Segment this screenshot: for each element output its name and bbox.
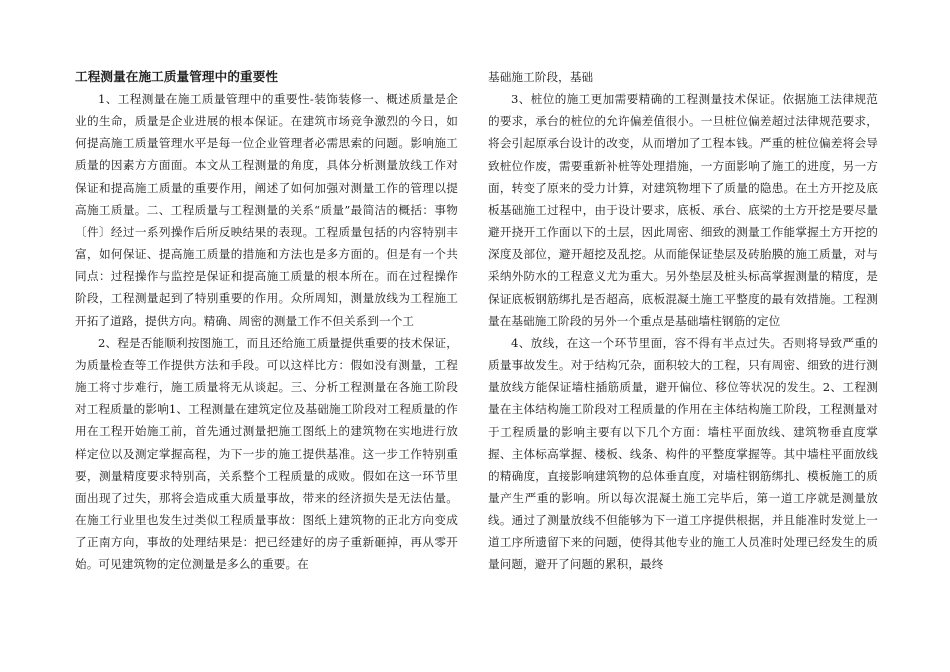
paragraph-3: 3、桩位的施工更加需要精确的工程测量技术保证。依据施工法律规范的要求，承台的桩位的允许偏差值很小。一旦桩位偏差超过法律规范要求，将会引起原承台设计的改变，从而增加了工程本钱。严重的桩位偏差将会导致桩位作废，需要重新补桩等处理措施，一方面影响了施工的进度，另一方面，转变了原来的受力计算，对建筑物埋下了质量的隐患。在土方开挖及底板基础施工过程中，由于设计要求，底板、承台、底梁的土方开挖是要尽量避开挠开工作面以下的土层，因此周密、细致的测量工作能掌握土方开挖的深度及部位，避开超挖及乱挖。从而能保证垫层及砖胎膜的施工质量，对与采纳外防水的工程意义尤为重大。另外垫层及桩头标高掌握测量的精度，是保证底板钢筋绑扎是否超高，底板混凝土施工平整度的最有效措施。工程测量在基础施工阶段的另外一个重点是基础墙柱钢筋的定位 — [488, 92, 878, 328]
paragraph-continuation: 基础施工阶段，基础 — [488, 70, 594, 84]
paragraph-2: 2、程是否能顺利按图施工，而且还给施工质量提供重要的技术保证，为质量检查等工作提供方法和手段。可以这样比方：假如没有测量，工程施工将寸步难行，施工质量将无从谈起。三、分析工程测量在各施工阶段对工程质量的影响1、工程测量在建筑定位及基础施工阶段对工程质量的作用在工程开始施工前，首先通过测量把施工图纸上的建筑物在实地进行放样定位以及测定掌握高程，为下一步的施工提供基准。这一步工作特别重要，测量精度要求特别高，关系整个工程质量的成败。假如在这一环节里面出现了过失，那将会造成重大质量事故，带来的经济损失是无法估量。在施工行业里也发生过类似工程质量事故：图纸上建筑物的正北方向变成了正南方向，事故的处理结果是：把已经建好的房子重新砸掉，再从零开始。可见建筑物的定位测量是多么的重要。在 — [75, 335, 458, 572]
paragraph-1: 1、工程测量在施工质量管理中的重要性-装饰装修一、概述质量是企业的生命，质量是企业进展的根本保证。在建筑市场竞争激烈的今日，如何提高施工质量管理水平是每一位企业管理者必需思索的问题。影响施工质量的因素方方面面。本文从工程测量的角度，具体分析测量放线工作对保证和提高施工质量的重要作用，阐述了如何加强对测量工作的管理以提高施工质量。二、工程质量与工程测量的关系“质量”最简洁的概括：事物〔件〕经过一系列操作后所反映结果的表现。工程质量包括的内容特别丰富，如何保证、提高施工质量的措施和方法也是多方面的。但是有一个共同点：过程操作与监控是保证和提高施工质量的根本所在。而在过程操作阶段，工程测量起到了特别重要的作用。众所周知，测量放线为工程施工开拓了道路，提供方向。精确、周密的测量工作不但关系到一个工 — [75, 92, 458, 328]
right-column — [488, 66, 878, 576]
left-column — [75, 66, 458, 575]
paragraph-4: 4、放线，在这一个环节里面，容不得有半点过失。否则将导致严重的质量事故发生。对于结构冗杂，面积较大的工程，只有周密、细致的进行测量放线方能保证墙柱插筋质量，避开偏位、移位等状况的发生。2、工程测量在主体结构施工阶段对工程质量的作用在主体结构施工阶段，工程测量对于工程质量的影响主要有以下几个方面：墙柱平面放线、建筑物垂直度掌握、主体标高掌握、楼板、线条、构件的平整度掌握等。其中墙柱平面放线的精确度，直接影响建筑物的总体垂直度，对墙柱钢筋绑扎、模板施工的质量产生严重的影响。所以每次混凝土施工完毕后，第一道工序就是测量放线。通过了测量放线不但能够为下一道工序提供根据，并且能准时发觉上一道工序所遗留下来的问题，使得其他专业的施工人员准时处理已经发生的质量问题，避开了问题的累积，最终 — [488, 335, 878, 572]
document-title: 工程测量在施工质量管理中的重要性 — [75, 69, 279, 84]
